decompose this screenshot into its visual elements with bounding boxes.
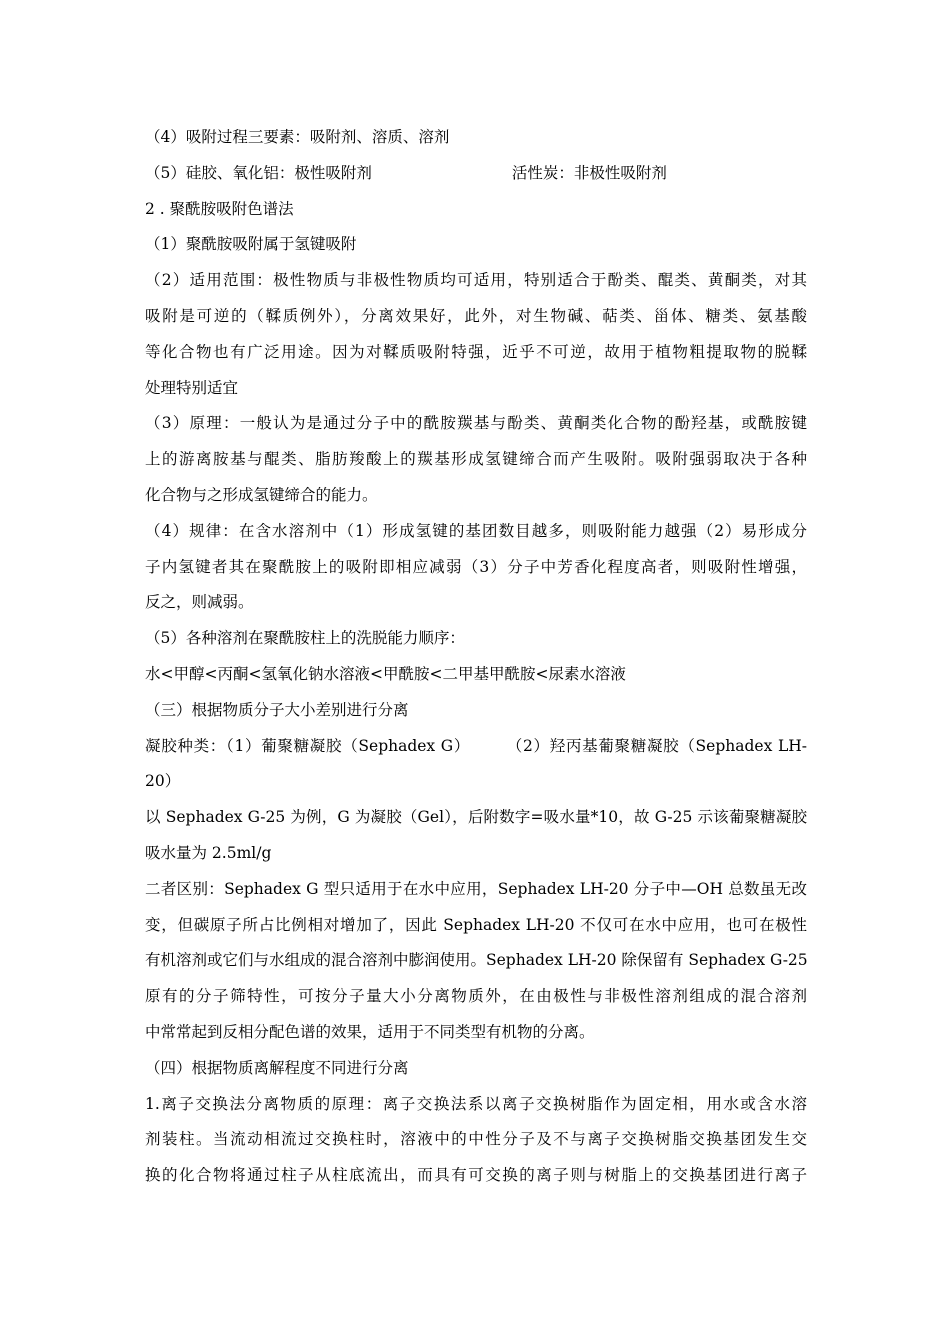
text-segment: （5）硅胶、氧化铝：极性吸附剂: [145, 163, 372, 182]
text-line: 以 Sephadex G-25 为例，G 为凝胶（Gel），后附数字=吸水量*10，故 G-25 示该葡聚糖凝胶: [145, 808, 807, 827]
text-segment: 凝胶种类：（1）葡聚糖凝胶（Sephadex G）: [145, 736, 471, 755]
document-body: [145, 123, 807, 1197]
text-line: 换的化合物将通过柱子从柱底流出，而具有可交换的离子则与树脂上的交换基团进行离子: [145, 1166, 807, 1185]
text-line: 二者区别：Sephadex G 型只适用于在水中应用，Sephadex LH-20 分子中—OH 总数虽无改: [145, 879, 807, 898]
text-line: 变，但碳原子所占比例相对增加了，因此 Sephadex LH-20 不仅可在水中应用，也可在极性: [145, 915, 807, 934]
section-heading: （四）根据物质离解程度不同进行分离: [145, 1058, 409, 1077]
text-segment: 活性炭：非极性吸附剂: [511, 163, 667, 182]
text-line: （2）适用范围：极性物质与非极性物质均可适用，特别适合于酚类、醌类、黄酮类，对其: [145, 271, 807, 290]
text-line: 子内氢键者其在聚酰胺上的吸附即相应减弱（3）分子中芳香化程度高者，则吸附性增强，: [145, 557, 807, 576]
text-line: 1.离子交换法分离物质的原理：离子交换法系以离子交换树脂作为固定相，用水或含水溶: [145, 1094, 807, 1113]
text-line: （3）原理：一般认为是通过分子中的酰胺羰基与酚类、黄酮类化合物的酚羟基，或酰胺键: [145, 414, 807, 433]
text-line: 水<甲醇<丙酮<氢氧化钠水溶液<甲酰胺<二甲基甲酰胺<尿素水溶液: [145, 664, 626, 683]
text-line: （4）规律：在含水溶剂中（1）形成氢键的基团数目越多，则吸附能力越强（2）易形成分: [145, 521, 807, 540]
text-line: 20）: [145, 772, 181, 791]
text-line: 吸水量为 2.5ml/g: [145, 843, 272, 862]
text-line: 吸附是可逆的（鞣质例外），分离效果好，此外，对生物碱、萜类、甾体、糖类、氨基酸: [145, 306, 807, 325]
text-line: 原有的分子筛特性，可按分子量大小分离物质外，在由极性与非极性溶剂组成的混合溶剂: [145, 987, 807, 1006]
text-line: 反之，则减弱。: [145, 593, 254, 612]
text-line: 上的游离胺基与醌类、脂肪羧酸上的羰基形成氢键缔合而产生吸附。吸附强弱取决于各种: [145, 450, 807, 469]
text-line: 中常常起到反相分配色谱的效果，适用于不同类型有机物的分离。: [145, 1022, 595, 1041]
text-line: （5）各种溶剂在聚酰胺柱上的洗脱能力顺序：: [145, 629, 465, 648]
text-line: [145, 159, 807, 195]
text-line: 化合物与之形成氢键缔合的能力。: [145, 485, 378, 504]
text-line: [145, 732, 807, 768]
text-line: 剂装柱。当流动相流过交换柱时，溶液中的中性分子及不与离子交换树脂交换基团发生交: [145, 1130, 807, 1149]
text-segment: （2）羟丙基葡聚糖凝胶（Sephadex LH-: [506, 736, 807, 755]
text-line: 处理特别适宜: [145, 378, 239, 397]
section-heading: 2 . 聚酰胺吸附色谱法: [145, 199, 294, 218]
text-line: （1）聚酰胺吸附属于氢键吸附: [145, 235, 357, 254]
text-line: 有机溶剂或它们与水组成的混合溶剂中膨润使用。Sephadex LH-20 除保留有 Sephadex G-25: [145, 951, 808, 970]
section-heading: （三）根据物质分子大小差别进行分离: [145, 700, 409, 719]
text-line: （4）吸附过程三要素：吸附剂、溶质、溶剂: [145, 128, 450, 146]
text-line: 等化合物也有广泛用途。因为对鞣质吸附特强，近乎不可逆，故用于植物粗提取物的脱鞣: [145, 342, 807, 361]
